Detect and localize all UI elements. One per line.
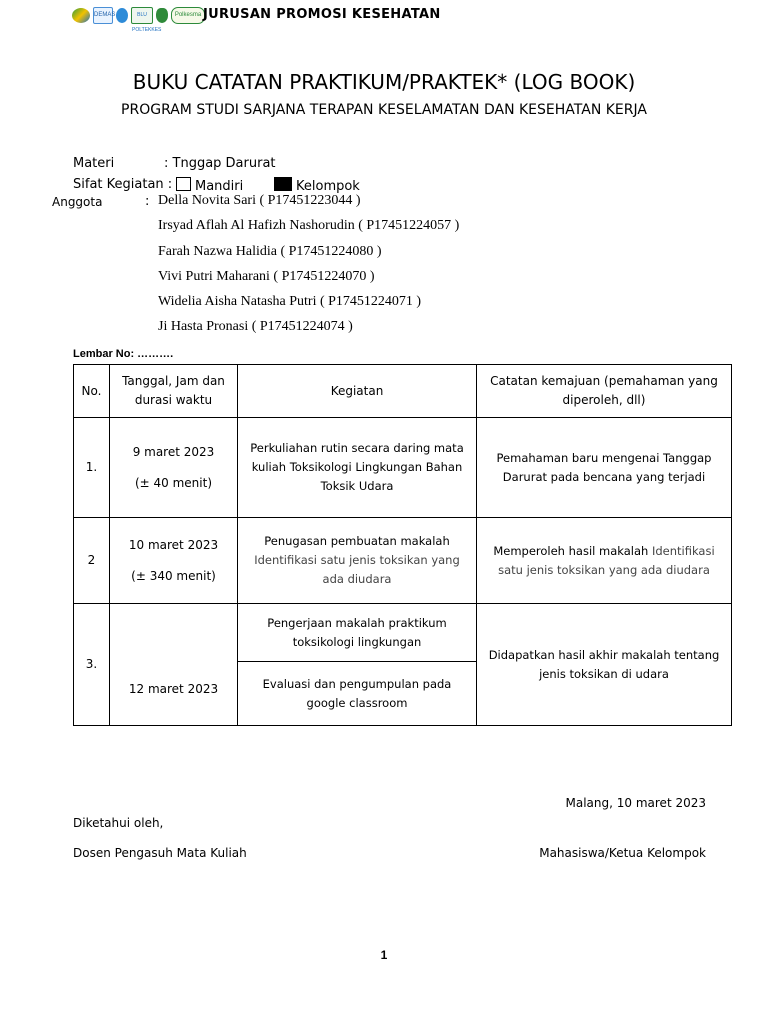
header-kegiatan: Kegiatan — [238, 365, 477, 418]
mahasiswa-label: Mahasiswa/Ketua Kelompok — [539, 846, 706, 860]
page-number: 1 — [380, 948, 388, 962]
member-1: Della Novita Sari ( P17451223044 ) — [158, 193, 361, 208]
table-row — [74, 604, 732, 662]
row1-catatan: Pemahaman baru mengenai Tanggap Darurat pada bencana yang terjadi — [477, 418, 732, 518]
round-logo-icon — [116, 8, 128, 23]
mandiri-checkbox[interactable] — [176, 177, 191, 191]
member-2: Irsyad Aflah Al Hafizh Nashorudin ( P17451224057 ) — [158, 218, 460, 233]
row1-no: 1. — [74, 418, 110, 518]
header-tanggal: Tanggal, Jam dan durasi waktu — [110, 365, 238, 418]
materi-value: : Tnggap Darurat — [164, 156, 276, 171]
header-no: No. — [74, 365, 110, 418]
member-3: Farah Nazwa Halidia ( P17451224080 ) — [158, 244, 382, 259]
member-6: Ji Hasta Pronasi ( P17451224074 ) — [158, 319, 353, 334]
row2-no: 2 — [74, 518, 110, 604]
row3-catatan: Didapatkan hasil akhir makalah tentang jenis toksikan di udara — [477, 604, 732, 726]
header-catatan: Catatan kemajuan (pemahaman yang diperoleh, dll) — [477, 365, 732, 418]
row1-date: 9 maret 2023 — [132, 444, 215, 459]
row1-kegiatan: Perkuliahan rutin secara daring mata kuliah Toksikologi Lingkungan Bahan Toksik Udara — [238, 418, 477, 518]
page-subtitle: PROGRAM STUDI SARJANA TERAPAN KESELAMATAN DAN KESEHATAN KERJA — [121, 102, 647, 118]
row1-date-cell — [110, 418, 238, 518]
anggota-label: Anggota — [52, 195, 103, 209]
row2-catatan-b: Identifikasi satu jenis toksikan yang ada diudara — [498, 543, 715, 577]
place-date: Malang, 10 maret 2023 — [565, 796, 706, 810]
row2-duration: (± 340 menit) — [131, 568, 216, 583]
kelompok-checkbox[interactable] — [274, 177, 292, 191]
row3-date-cell — [110, 604, 238, 726]
materi-label: Materi — [73, 156, 115, 171]
row3-date: 12 maret 2023 — [128, 682, 219, 696]
row3-kegiatan-1: Pengerjaan makalah praktikum toksikologi lingkungan — [238, 604, 477, 662]
option-kelompok[interactable] — [274, 177, 360, 194]
shield-logo-icon — [156, 8, 168, 23]
demas-logo-icon: DEMAS — [93, 7, 113, 24]
row2-kegiatan-b: Identifikasi satu jenis toksikan yang ada diudara — [254, 553, 460, 586]
diketahui-label: Diketahui oleh, — [73, 816, 164, 830]
kelompok-label: Kelompok — [296, 179, 360, 194]
table-header-row — [74, 365, 732, 418]
table-row — [74, 418, 732, 518]
row2-kegiatan-a: Penugasan pembuatan makalah — [264, 534, 450, 548]
page-title: BUKU CATATAN PRAKTIKUM/PRAKTEK* (LOG BOOK) — [132, 70, 636, 94]
row1-duration: (± 40 menit) — [134, 475, 213, 490]
lembar-number: Lembar No: ………. — [73, 348, 174, 360]
dosen-label: Dosen Pengasuh Mata Kuliah — [73, 846, 247, 860]
department-header: JURUSAN PROMOSI KESEHATAN — [203, 7, 441, 22]
ministry-logo-icon — [72, 8, 90, 23]
table-row — [74, 518, 732, 604]
row2-date-cell — [110, 518, 238, 604]
mandiri-label: Mandiri — [195, 179, 244, 194]
blu-logo-icon: BLU POLTEKKES — [131, 7, 153, 24]
option-mandiri[interactable] — [176, 177, 243, 194]
anggota-colon: : — [145, 194, 150, 209]
header-logos — [72, 7, 205, 33]
row2-catatan-a: Memperoleh hasil makalah — [493, 543, 649, 558]
row2-catatan-cell — [477, 518, 732, 604]
sifat-kegiatan-label: Sifat Kegiatan : — [73, 177, 173, 192]
row3-no: 3. — [74, 604, 110, 726]
polkesma-logo-icon: Polkesma — [171, 7, 205, 24]
row3-kegiatan-2: Evaluasi dan pengumpulan pada google classroom — [238, 662, 477, 726]
member-4: Vivi Putri Maharani ( P17451224070 ) — [158, 269, 375, 284]
log-table — [73, 364, 732, 726]
member-5: Widelia Aisha Natasha Putri ( P17451224071 ) — [158, 294, 422, 309]
row2-kegiatan-cell — [238, 518, 477, 604]
row2-date: 10 maret 2023 — [128, 537, 219, 552]
